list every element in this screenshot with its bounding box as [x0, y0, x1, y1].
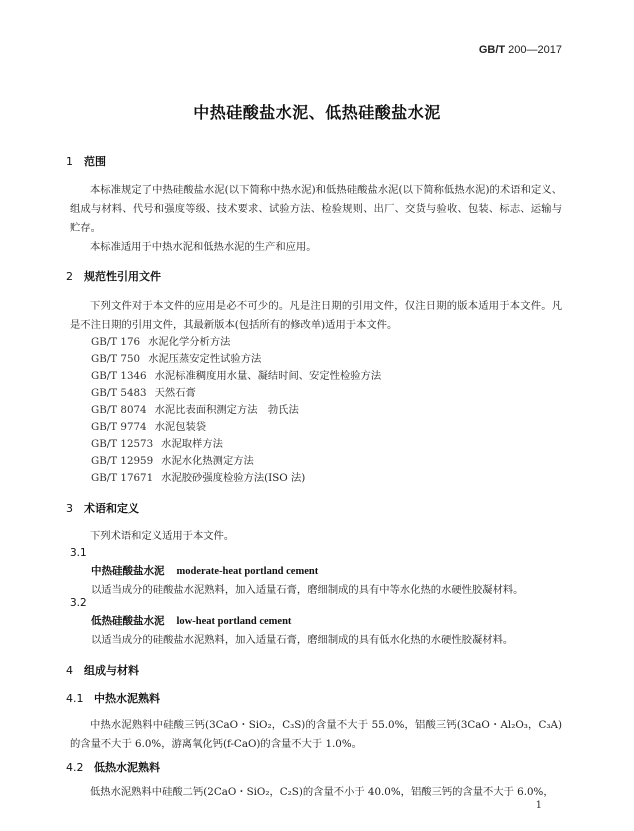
term-number: 3.1 — [70, 547, 87, 559]
section-number: 2 — [66, 270, 73, 283]
text-line: 本标准规定了中热硅酸盐水泥(以下简称中热水泥)和低热硅酸盐水泥(以下简称低热水泥)的术语 — [90, 184, 521, 196]
reference-item — [91, 333, 230, 348]
term-name — [91, 563, 318, 578]
reference-code: GB/T 750 — [91, 353, 141, 365]
subsection-4-2-heading — [66, 759, 160, 775]
section-number: 3 — [66, 502, 73, 515]
subsection-4-2-paragraph: 低热水泥熟料中硅酸二钙(2CaO・SiO₂，C₂S)的含量不小于 40.0%，铝酸三钙的含量不大于 6.0%， — [90, 786, 554, 798]
reference-item — [91, 469, 305, 484]
reference-code: GB/T 12573 — [91, 438, 154, 450]
section-3-heading — [66, 500, 139, 516]
reference-code: GB/T 9774 — [91, 421, 147, 433]
reference-code: GB/T 176 — [91, 336, 141, 348]
section-3-intro: 下列术语和定义适用于本文件。 — [90, 530, 235, 542]
subsection-number: 4.2 — [66, 761, 84, 774]
section-2-paragraph — [70, 297, 562, 335]
reference-code: GB/T 8074 — [91, 404, 147, 416]
reference-title: 水泥标准稠度用水量、凝结时间、安定性检验方法 — [154, 370, 382, 382]
reference-item — [91, 401, 299, 416]
reference-code: GB/T 5483 — [91, 387, 147, 399]
reference-item — [91, 418, 206, 433]
section-title: 组成与材料 — [84, 664, 139, 677]
section-number: 1 — [66, 155, 73, 168]
document-title: 中热硅酸盐水泥、低热硅酸盐水泥 — [193, 103, 441, 122]
text-line: 输与贮存。 — [70, 203, 563, 234]
section-1-paragraph-2: 本标准适用于中热水泥和低热水泥的生产和应用。 — [90, 241, 317, 253]
reference-item — [91, 452, 254, 467]
reference-title: 水泥胶砂强度检验方法(ISO 法) — [161, 472, 306, 484]
text-line: 件。凡是不注日期的引用文件，其最新版本(包括所有的修改单)适用于本文件。 — [70, 300, 563, 331]
standard-prefix: GB/T — [478, 44, 506, 56]
section-1-paragraph-1 — [70, 181, 562, 238]
section-1-heading — [66, 153, 106, 169]
reference-item — [91, 367, 381, 382]
reference-item — [91, 435, 223, 450]
text-line: 和定义、组成与材料、代号和强度等级、技术要求、试验方法、检验规则、出厂、交货与验收、包装、标志、运 — [70, 184, 562, 215]
subsection-title: 中热水泥熟料 — [94, 692, 160, 705]
reference-title: 水泥化学分析方法 — [148, 336, 231, 348]
page-number: 1 — [535, 800, 542, 811]
standard-number: 200—2017 — [508, 44, 562, 56]
section-title: 范围 — [84, 155, 106, 168]
term-zh: 低热硅酸盐水泥 — [91, 615, 165, 627]
subsection-title: 低热水泥熟料 — [94, 761, 160, 774]
reference-title: 水泥取样方法 — [161, 438, 223, 450]
reference-title: 水泥水化热测定方法 — [161, 455, 254, 467]
term-en: moderate-heat portland cement — [176, 566, 319, 577]
term-definition: 以适当成分的硅酸盐水泥熟料，加入适量石膏，磨细制成的具有中等水化热的水硬性胶凝材料。 — [91, 584, 524, 596]
section-4-heading — [66, 662, 139, 678]
subsection-4-1-paragraph — [70, 716, 562, 754]
reference-title: 水泥包装袋 — [154, 421, 207, 433]
standard-number-header — [479, 44, 562, 56]
reference-item — [91, 350, 261, 365]
reference-title: 水泥比表面积测定方法 勃氏法 — [154, 404, 299, 416]
term-zh: 中热硅酸盐水泥 — [91, 565, 165, 577]
subsection-number: 4.1 — [66, 692, 84, 705]
term-number: 3.2 — [70, 597, 87, 609]
section-title: 术语和定义 — [84, 502, 139, 515]
section-2-heading — [66, 268, 161, 284]
section-title: 规范性引用文件 — [84, 270, 161, 283]
text-line: C₃A)的含量不大于 6.0%，游离氧化钙(f-CaO)的含量不大于 1.0%。 — [70, 719, 562, 750]
reference-code: GB/T 17671 — [91, 472, 154, 484]
text-line: 下列文件对于本文件的应用是必不可少的。凡是注日期的引用文件，仅注日期的版本适用于本文 — [90, 300, 531, 312]
reference-code: GB/T 12959 — [91, 455, 154, 467]
reference-title: 天然石膏 — [154, 387, 196, 399]
reference-item — [91, 384, 196, 399]
term-name — [91, 613, 291, 628]
term-en: low-heat portland cement — [176, 616, 292, 627]
reference-title: 水泥压蒸安定性试验方法 — [148, 353, 262, 365]
subsection-4-1-heading — [66, 690, 160, 706]
text-line: 中热水泥熟料中硅酸三钙(3CaO・SiO₂，C₃S)的含量不大于 55.0%，铝酸三钙(3CaO・Al₂O₃， — [90, 719, 539, 731]
term-definition: 以适当成分的硅酸盐水泥熟料，加入适量石膏，磨细制成的具有低水化热的水硬性胶凝材料。 — [91, 634, 514, 646]
section-number: 4 — [66, 664, 73, 677]
reference-code: GB/T 1346 — [91, 370, 147, 382]
